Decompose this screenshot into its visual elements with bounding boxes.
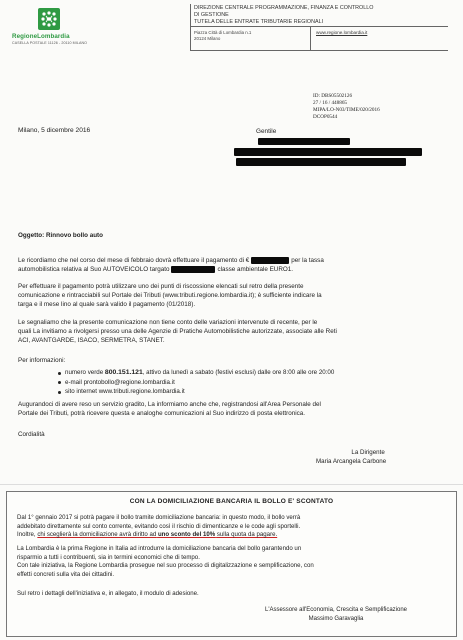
- contact-website[interactable]: sito internet www.tributi.regione.lombardia.it: [58, 387, 334, 397]
- assessor-role: L'Assessore all'Economia, Crescita e Semplificazione: [264, 607, 408, 613]
- direct-debit-box: [6, 491, 457, 637]
- redacted-recipient-name: [258, 138, 350, 145]
- rosa-camuna-icon: [38, 8, 60, 30]
- regione-lombardia-logo: [38, 8, 60, 30]
- redacted-amount: [251, 257, 289, 264]
- direction-title: DIREZIONE CENTRALE PROGRAMMAZIONE, FINANZA E CONTROLLO DI GESTIONE TUTELA DELLE ENTRATE TRIBUTARIE REGIONALI: [194, 5, 374, 25]
- brand-postal-box: CASELLA POSTALE 11126 - 20110 MILANO: [12, 41, 88, 45]
- recipient-salutation: Gentile: [256, 128, 277, 135]
- box-paragraph-initiative: La Lombardia è la prima Regione in Italia ad introdurre la domiciliazione bancaria del bollo garantendo un risparmio a tutti i contribuenti, sia in termini economici che di tempo. Con tale iniziativa, la Regione Lombardia prosegue nel suo processo di digitalizzazione e semplificazione, con effetti concreti sulla vita dei cittadini.: [17, 545, 314, 579]
- letter-subject: Oggetto: Rinnovo bollo auto: [18, 232, 103, 239]
- protocol-codes: ID: DBS05502126 27 / 16 / 448865 MIPA/LO-N03/TIME/020/2016 DCOP0544: [313, 93, 380, 120]
- box-title: CON LA DOMICILIAZIONE BANCARIA IL BOLLO E' SCONTATO: [129, 498, 334, 505]
- letterhead-box: [190, 4, 460, 52]
- brand-name: RegioneLombardia: [12, 33, 70, 40]
- paragraph-payment-notice: Le ricordiamo che nel corso del mese di febbraio dovrà effettuare il pagamento di € per la tassa automobilistica relativa al Suo AUTOVEICOLO targato classe ambientale EURO1.: [18, 257, 324, 273]
- website-link[interactable]: www.regione.lombardia.it: [316, 30, 368, 35]
- contact-email[interactable]: e-mail prontobollo@regione.lombardia.it: [58, 378, 334, 388]
- contact-phone: numero verde 800.151.121, attivo da lunedì a sabato (festivi esclusi) dalle ore 8:00 alle ore 20:00: [58, 368, 334, 378]
- closing-greeting: Cordialità: [18, 431, 45, 438]
- paragraph-payment-methods: Per effettuare il pagamento potrà utilizzare uno dei punti di riscossione elencati sul retro della presente comunicazione e rintracciabili sul Portale dei Tributi (www.tributi.regione.lombardia.it); è sufficiente indicare la targa e il mese lino al quale sarà valido il pagamento (01/2018).: [18, 283, 322, 308]
- toll-free-number[interactable]: 800.151.121: [104, 369, 143, 376]
- signature-role: La Dirigente: [351, 449, 385, 456]
- letter-date: Milano, 5 dicembre 2016: [18, 127, 91, 134]
- paragraph-changes-notice: Le segnaliamo che la presente comunicazione non tiene conto delle variazioni intervenute di recente, per le quali La invitiamo a rivolgersi presso una delle Agenzie di Pratiche Automobilistiche autorizzate, associate alle Reti ACI, AVANTGARDE, ISACO, SERMETRA, STANET.: [18, 319, 337, 344]
- redacted-plate: [171, 266, 215, 273]
- contacts-list: [58, 368, 334, 397]
- divider: [0, 484, 463, 485]
- office-address: Piazza Città di Lombardia n.1 20124 Milano: [194, 30, 252, 41]
- signature-name: Maria Arcangela Carbone: [316, 457, 387, 465]
- assessor-name: Massimo Garavaglia: [308, 615, 364, 622]
- box-paragraph-details: Sul retro i dettagli dell'iniziativa e, in allegato, il modulo di adesione.: [17, 590, 199, 597]
- info-label: Per informazioni:: [18, 357, 66, 364]
- box-paragraph-discount: Dal 1° gennaio 2017 si potrà pagare il bollo tramite domiciliazione bancaria: in questo modo, il bollo verrà addebitato direttamente sul conto corrente, evitando così il rischio di dimenticanze e le code agli sportelli. Inoltre, chi sceglierà la domiciliazione avrà diritto ad uno sconto del 10% sulla quota da pagare.: [17, 514, 301, 539]
- paragraph-personal-area: Augurandoci di avere reso un servizio gradito, La informiamo anche che, registrandosi all'Area Personale del Portale dei Tributi, potrà ricevere questa e analoghe comunicazioni al Suo indirizzo di posta elettronica.: [18, 401, 321, 417]
- redacted-recipient-city: [236, 158, 406, 166]
- assessor-signature: [225, 606, 447, 623]
- director-signature: [316, 449, 387, 466]
- discount-highlight: chi sceglierà la domiciliazione avrà diritto ad uno sconto del 10% sulla quota da pagare.: [37, 531, 278, 539]
- redacted-recipient-street: [234, 148, 422, 156]
